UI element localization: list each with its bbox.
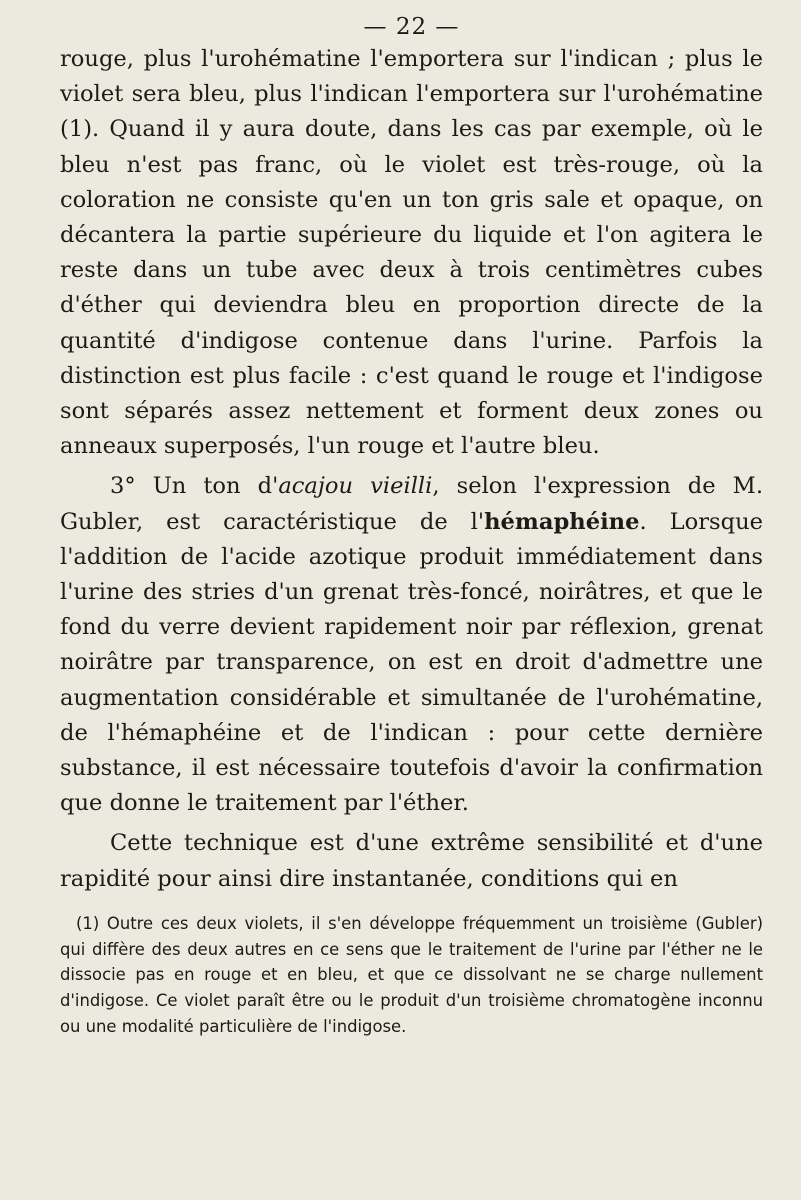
paragraph-2-italic: acajou vieilli xyxy=(278,473,433,500)
footnotes xyxy=(60,911,763,1040)
page-number: — 22 — xyxy=(363,14,460,40)
body-text xyxy=(60,42,763,897)
footnote-1: (1) Outre ces deux violets, il s'en développe fréquemment un troisième (Gubler) qui diffère des deux autres en ce sens que le traitement de l'urine par l'éther ne le dissocie pas en rouge et en bleu, et que ce dissolvant ne se charge nullement d'indigose. Ce violet paraît être ou le produit d'un troisième chromatogène inconnu ou une modalité particulière de l'indigose. xyxy=(60,913,763,1037)
paragraph-2-lead: 3° Un ton d' xyxy=(110,473,279,500)
paragraph-2-mid: , selon l'expression de M. Gubler, est caractéristique de l' xyxy=(60,473,764,535)
paragraph-3: Cette technique est d'une extrême sensibilité et d'une rapidité pour ainsi dire instantanée, conditions qui en xyxy=(60,830,763,892)
paragraph-2-bold: hémaphéine xyxy=(484,508,640,535)
paragraph-1: rouge, plus l'urohématine l'emportera sur l'indican ; plus le violet sera bleu, plus l'indican l'emportera sur l'urohématine (1). Quand il y aura doute, dans les cas par exemple, où le bleu n'est pas franc, où le violet est très-rouge, où la coloration ne consiste qu'en un ton gris sale et opaque, on décantera la partie supérieure du liquide et l'on agitera le reste dans un tube avec deux à trois centimètres cubes d'éther qui deviendra bleu en proportion directe de la quantité d'indigose contenue dans l'urine. Parfois la distinction est plus facile : c'est quand le rouge et l'indigose sont séparés assez nettement et forment deux zones ou anneaux superposés, l'un rouge et l'autre bleu. xyxy=(60,46,763,460)
paragraph-2 xyxy=(60,469,763,821)
paragraph-2-rest: . Lorsque l'addition de l'acide azotique produit immédiatement dans l'urine des stries d'un grenat très-foncé, noirâtres, et que le fond du verre devient rapidement noir par réflexion, grenat noirâtre par transparence, on est en droit d'admettre une augmentation considérable et simultanée de l'urohématine, de l'hémaphéine et de l'indican : pour cette dernière substance, il est nécessaire toutefois d'avoir la confirmation que donne le traitement par l'éther. xyxy=(60,508,763,817)
